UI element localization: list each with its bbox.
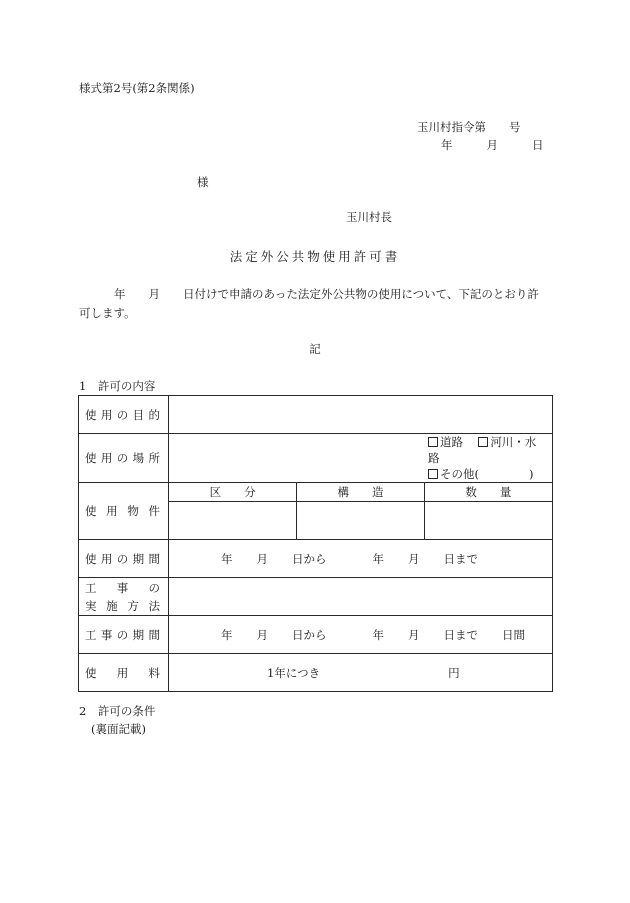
value-purpose [169, 396, 553, 434]
permit-date [441, 137, 544, 153]
label-purpose-char: の [116, 407, 129, 422]
fee-per-year: 1年につき [267, 665, 321, 680]
row-method [79, 578, 553, 616]
issuer-name: 玉川村長 [346, 210, 392, 224]
use-from-year: 年 [221, 551, 233, 566]
row-location [79, 434, 553, 483]
label-use-period-char: の [116, 551, 129, 566]
label-work-period-char: 事 [100, 627, 113, 642]
label-purpose-char: 的 [148, 407, 160, 422]
label-location-char: 所 [148, 451, 160, 465]
label-purpose-char: 用 [100, 407, 113, 422]
row-work-period [79, 616, 553, 654]
label-use-period-char: 用 [100, 551, 113, 566]
label-use-period-char: 間 [148, 551, 160, 566]
option-other: その他( [440, 467, 479, 481]
checkbox-other[interactable] [428, 469, 438, 479]
label-purpose-char: 目 [132, 407, 145, 422]
object-subtable [169, 483, 552, 539]
label-fee-char: 料 [148, 665, 160, 680]
label-method-line2-char: 方 [127, 598, 139, 613]
work-from-month: 月 [256, 627, 268, 642]
label-purpose-char: 使 [85, 407, 97, 422]
work-to-day: 日まで [443, 627, 478, 642]
value-fee [169, 654, 553, 692]
body-intro: 年 月 日付けで申請のあった法定外公共物の使用について、下記のとおり許可します。 [79, 287, 539, 320]
col-category: 区 分 [169, 483, 297, 501]
section2-note: (裏面記載) [91, 722, 146, 736]
row-use-period [79, 540, 553, 578]
cell-category [169, 501, 297, 539]
work-to-year: 年 [372, 627, 384, 642]
use-from-month: 月 [256, 551, 268, 566]
checkbox-road[interactable] [428, 437, 438, 447]
use-to-day: 日まで [443, 551, 478, 566]
label-work-period-char: 工 [85, 627, 97, 642]
label-object-char: 物 [127, 504, 139, 518]
value-method [169, 578, 553, 616]
label-work-period [79, 616, 169, 654]
label-use-period-char: 使 [85, 551, 97, 566]
label-location-char: 場 [132, 451, 145, 465]
label-method-line2-char: 法 [148, 598, 160, 613]
date-year: 年 [441, 138, 453, 152]
label-location-char: 用 [100, 451, 113, 465]
use-from-day: 日から [292, 551, 327, 566]
label-method-line1-char: の [148, 580, 160, 595]
value-object [169, 483, 553, 540]
option-road: 道路 [440, 435, 463, 449]
date-month: 月 [486, 138, 498, 152]
label-purpose [79, 396, 169, 434]
label-fee [79, 654, 169, 692]
permit-content-table [78, 395, 553, 692]
work-from-day: 日から [292, 627, 327, 642]
row-object [79, 483, 553, 540]
use-to-month: 月 [408, 551, 420, 566]
label-method-line2-char: 施 [106, 598, 118, 613]
label-work-period-char: 間 [148, 627, 160, 642]
option-other-close: ) [529, 467, 534, 481]
work-days: 日間 [502, 627, 525, 642]
label-method [79, 578, 169, 616]
use-to-year: 年 [372, 551, 384, 566]
permit-number: 玉川村指令第 号 [417, 120, 521, 134]
form-number-label: 様式第2号(第2条関係) [79, 81, 195, 95]
document-title: 法定外公共物使用許可書 [229, 249, 401, 264]
label-object-char: 件 [148, 504, 160, 518]
label-location [79, 434, 169, 483]
value-location [169, 434, 553, 483]
label-use-period [79, 540, 169, 578]
label-object [79, 483, 169, 540]
label-work-period-char: の [116, 627, 129, 642]
cell-quantity [424, 501, 552, 539]
row-fee [79, 654, 553, 692]
col-structure: 構 造 [297, 483, 425, 501]
work-from-year: 年 [221, 627, 233, 642]
value-work-period [169, 616, 553, 654]
value-use-period [169, 540, 553, 578]
label-method-line2-char: 実 [85, 598, 97, 613]
body-paragraph [79, 285, 549, 323]
section2-heading: 2 許可の条件 [79, 704, 156, 718]
label-location-char: の [116, 451, 129, 465]
label-object-char: 用 [106, 504, 118, 518]
cell-structure [297, 501, 425, 539]
date-day: 日 [532, 138, 544, 152]
row-purpose [79, 396, 553, 434]
label-method-line1-char: 工 [85, 580, 97, 595]
ki-heading: 記 [309, 342, 321, 356]
section1-heading: 1 許可の内容 [79, 379, 156, 393]
label-work-period-char: 期 [132, 627, 145, 642]
label-fee-char: 使 [85, 665, 97, 680]
work-to-month: 月 [408, 627, 420, 642]
checkbox-river[interactable] [478, 437, 488, 447]
option-river: 河川・水路 [428, 435, 537, 465]
label-use-period-char: 期 [132, 551, 145, 566]
label-method-line1-char: 事 [116, 580, 129, 595]
col-quantity: 数 量 [424, 483, 552, 501]
label-object-char: 使 [85, 504, 97, 518]
addressee-honorific: 様 [197, 175, 209, 189]
label-fee-char: 用 [116, 665, 129, 680]
fee-yen: 円 [448, 665, 460, 680]
label-location-char: 使 [85, 451, 97, 465]
